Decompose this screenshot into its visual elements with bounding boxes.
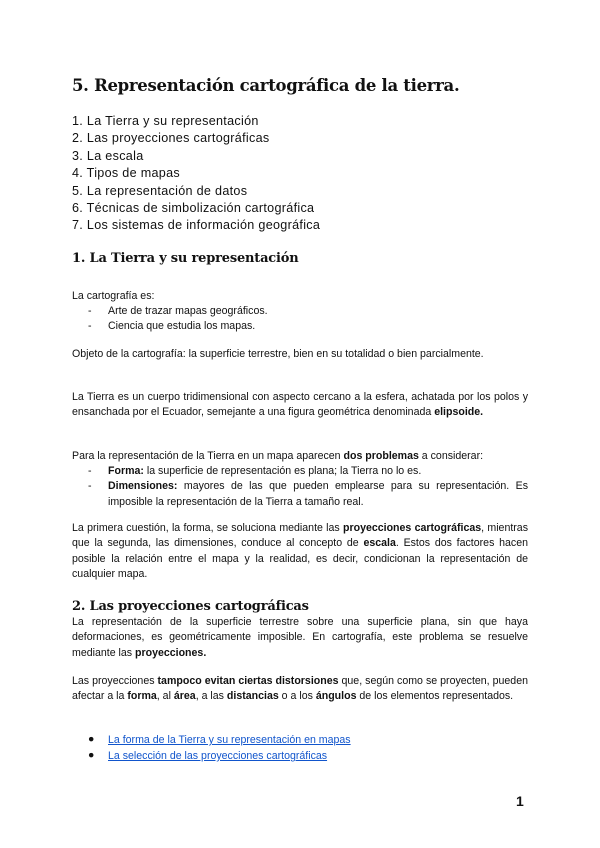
related-links: [88, 732, 351, 764]
toc-item: 5. La representación de datos: [72, 183, 248, 198]
link-seleccion-proyecciones[interactable]: La selección de las proyecciones cartográficas: [108, 750, 328, 762]
cartography-intro: La cartografía es:: [72, 290, 155, 302]
section2-heading: 2. Las proyecciones cartográficas: [72, 599, 309, 614]
toc-item: 2. Las proyecciones cartográficas: [72, 131, 270, 146]
solution-paragraph: La primera cuestión, la forma, se soluciona mediante las proyecciones cartográficas, mientras que la segunda, las dimensiones, conduce al concepto de escala. Estos dos factores hacen posible la relación entre el mapa y la realidad, es decir, condicionan la representación de cualquier mapa.: [72, 522, 528, 581]
link-forma-tierra[interactable]: La forma de la Tierra y su representación en mapas: [108, 734, 351, 746]
section1-heading: 1. La Tierra y su representación: [72, 251, 299, 266]
list-item: ● La selección de las proyecciones cartográficas: [88, 749, 328, 762]
problems-intro: Para la representación de la Tierra en un mapa aparecen dos problemas a considerar:: [72, 450, 484, 462]
list-item: - Ciencia que estudia los mapas.: [88, 320, 256, 333]
table-of-contents: [72, 113, 320, 235]
projections-paragraph: La representación de la superficie terrestre sobre una superficie plana, sin que haya deformaciones, es geométricamente imposible. En cartografía, este problema se resuelve mediante las proyecciones.: [72, 616, 528, 659]
list-item: - Dimensiones: mayores de las que pueden emplearse para su representación. Es imposible la representación de la Tierra a tamaño real.: [88, 480, 528, 508]
cartography-object: Objeto de la cartografía: la superficie terrestre, bien en su totalidad o bien parcialmente.: [72, 348, 484, 360]
page-number: 1: [516, 793, 524, 809]
earth-paragraph: La Tierra es un cuerpo tridimensional con aspecto cercano a la esfera, achatada por los polos y ensanchada por el Ecuador, semejante a una figura geométrica denominada elipsoide.: [72, 391, 528, 419]
toc-item: 3. La escala: [72, 148, 144, 163]
toc-item: 1. La Tierra y su representación: [72, 114, 259, 128]
toc-item: 7. Los sistemas de información geográfica: [72, 218, 321, 233]
list-item: ● La forma de la Tierra y su representación en mapas: [88, 733, 351, 746]
list-item: - Arte de trazar mapas geográficos.: [88, 305, 268, 317]
distortions-paragraph: Las proyecciones tampoco evitan ciertas distorsiones que, según como se proyecten, pueden afectar a la forma, al área, a las distancias o a los ángulos de los elementos representados.: [72, 675, 528, 703]
problems-list: [88, 464, 528, 510]
toc-item: 6. Técnicas de simbolización cartográfica: [72, 201, 315, 216]
toc-item: 4. Tipos de mapas: [72, 166, 181, 181]
page-title: 5. Representación cartográfica de la tierra.: [72, 76, 460, 95]
list-item: - Forma: la superficie de representación es plana; la Tierra no lo es.: [88, 465, 422, 477]
cartography-definitions: [88, 304, 528, 335]
